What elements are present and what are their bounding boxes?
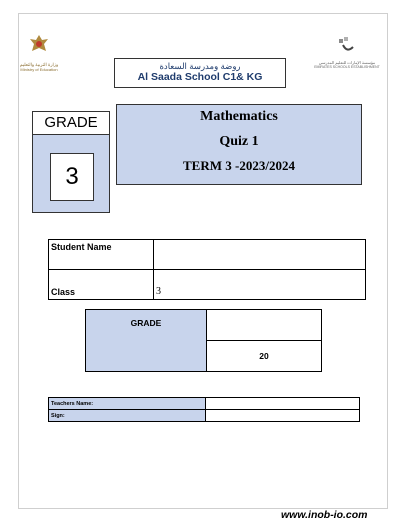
teacher-sign-table [48, 397, 360, 422]
ese-name-ar: مؤسسة الإمارات للتعليم المدرسي [318, 60, 376, 65]
table-row [49, 270, 366, 300]
teacher-name-label: Teachers Name: [49, 398, 206, 410]
student-info-table [48, 239, 366, 300]
ese-mark-icon [337, 35, 357, 55]
student-name-label: Student Name [49, 240, 154, 270]
term-title: TERM 3 -2023/2024 [183, 158, 295, 173]
table-row [49, 410, 360, 422]
grade-score-label: GRADE [86, 310, 207, 372]
student-name-field[interactable] [154, 240, 366, 270]
teacher-name-field[interactable] [206, 398, 360, 410]
class-label: Class [49, 270, 154, 300]
class-field[interactable]: 3 [154, 270, 366, 300]
grade-badge [32, 111, 110, 213]
score-total: 20 [207, 341, 322, 372]
school-name-box [114, 58, 286, 88]
quiz-title-block [116, 104, 362, 185]
ese-logo [312, 35, 382, 70]
ese-name-en: EMIRATES SCHOOLS ESTABLISHMENT [314, 65, 380, 69]
quiz-title: Quiz 1 [219, 134, 259, 149]
grade-badge-label: GRADE [33, 112, 109, 135]
subject-title: Mathematics [200, 109, 278, 124]
uae-emblem-icon [27, 33, 51, 55]
watermark-link[interactable]: www.inob-io.com [281, 509, 368, 521]
ministry-name-ar: وزارة التربية والتعليم [19, 62, 59, 67]
grade-score-table [85, 309, 322, 372]
table-row [49, 240, 366, 270]
table-row [49, 398, 360, 410]
grade-badge-value: 3 [50, 153, 94, 201]
sign-field[interactable] [206, 410, 360, 422]
school-name-en: Al Saada School C1& KG [137, 71, 263, 83]
school-name-ar: روضة ومدرسة السعادة [159, 61, 241, 71]
score-field[interactable] [207, 310, 322, 341]
ministry-name-en: Ministry of Education [20, 67, 58, 72]
table-row [86, 310, 322, 341]
sign-label: Sign: [49, 410, 206, 422]
ministry-logo [14, 33, 64, 72]
